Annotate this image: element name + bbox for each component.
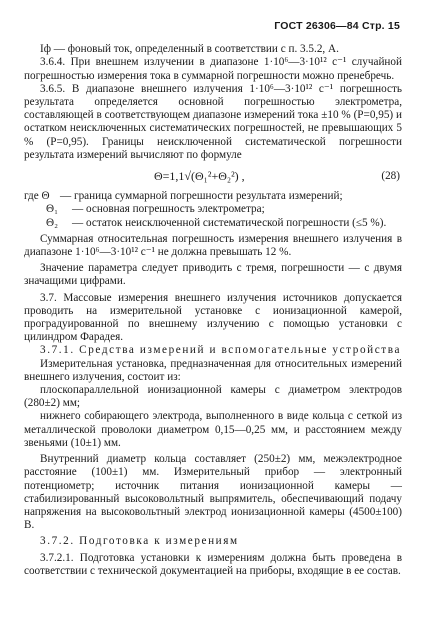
section-heading-3-7-2: 3.7.2. Подготовка к измерениям [40,535,239,548]
paragraph-electrode: нижнего собирающего электрода, выполненного в виде кольца с сеткой из металлической проволоки диаметром 0,15—0,25 мм, и расстоянием между звеньями (10±1) мм. [24,410,402,449]
definition-text: — основная погрешность электрометра; [72,203,265,216]
paragraph-3-7: 3.7. Массовые измерения внешнего излучения источников допускается проводить на измерительной установке с ионизационной камерой, проградуированной по внешнему излучению с помощью установки с цилиндром Фарадея. [24,291,402,344]
paragraph-significant-digits: Значение параметра следует приводить с тремя, погрешности — с двумя значащими цифрами. [24,262,402,288]
paragraph-chamber: плоскопараллельной ионизационной камеры с диаметром электродов (280±2) мм; [24,384,402,410]
section-heading-3-7-1: 3.7.1. Средства измерений и вспомогательные устройства [40,344,402,357]
paragraph-3-6-5: 3.6.5. В диапазоне внешнего излучения 1·10⁶—3·10¹² с⁻¹ погрешность результата определяется основной погрешностью электрометра, составляющей в соответствующем диапазоне измерений тока ±10 % (P=0,95) и остатком неисключенных систематических погрешностей, не превышающих 5 % (P=0,95). Границы неисключенной систематической погрешности результата измерений вычисляют по формуле [24,82,402,161]
definition-text: — граница суммарной погрешности результата измерений; [60,190,343,203]
definition-theta2 [24,217,402,230]
paragraph-3-7-2-1: 3.7.2.1. Подготовка установки к измерениям должна быть проведена в соответствии с технической документацией на приборы, входящие в ее состав. [24,551,402,577]
definition-symbol: где Θ [24,190,50,203]
definition-theta1 [24,203,402,216]
formula-expression: Θ=1,1√(Θ₁²+Θ₂²) , [154,169,245,184]
definition-symbol: Θ₁ [46,203,58,216]
definition-symbol: Θ₂ [46,216,58,229]
paragraph-total-error: Суммарная относительная погрешность измерения внешнего излучения в диапазоне 1·10⁶—3·10¹² с⁻¹ не должна превышать 12 %. [24,232,402,259]
paragraph-3-6-4: 3.6.4. При внешнем излучении в диапазоне 1·10⁶—3·10¹² с⁻¹ случайной погрешностью измерения тока в суммарной погрешности можно пренебречь. [24,56,402,82]
paragraph-ring-diameter: Внутренний диаметр кольца составляет (250±2) мм, межэлектродное расстояние (100±1) мм. Измерительный прибор — электронный потенциометр; источник питания ионизационной камеры — стабилизированный высоковольтный выпрямитель, обеспечивающий подачу напряжения на высоковольтный электрод ионизационной камеры (4500±100) В. [24,453,402,532]
page-header: ГОСТ 26306—84 Стр. 15 [274,20,400,32]
paragraph-background-current: Iф — фоновый ток, определенный в соответствии с п. 3.5.2, А. [40,43,339,56]
definition-theta [24,190,402,203]
paragraph-installation: Измерительная установка, предназначенная для относительных измерений внешнего излучения, состоит из: [24,357,402,383]
formula-28 [24,170,402,183]
formula-number: (28) [381,170,400,183]
definition-text: — остаток неисключенной систематической погрешности (≤5 %). [72,216,387,229]
